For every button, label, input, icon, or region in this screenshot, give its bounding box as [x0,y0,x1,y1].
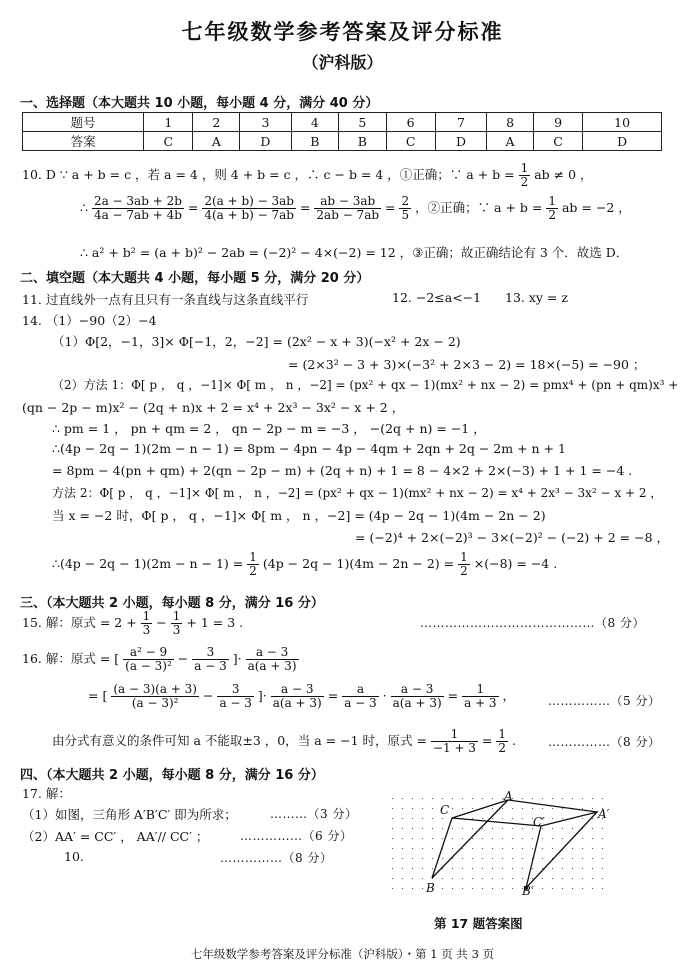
table-cell: A [193,132,240,151]
table-cell: 8 [487,113,534,132]
score-q15: ……………………………………（8 分） [420,616,645,630]
fraction: $\frac{1}{-1 + 3}$ [432,727,476,755]
table-cell: D [240,132,291,151]
table-cell: D [435,132,486,151]
fraction: $\frac{a - 3}{a(a + 3)}$ [247,645,297,673]
table-cell: B [291,132,338,151]
answer-table [22,112,662,151]
section2-heading: 二、填空题（本大题共 4 小题，每小题 5 分，满分 20 分） [20,271,370,286]
label-b: B [426,881,435,895]
section4-heading: 四、（本大题共 2 小题，每小题 8 分，满分 16 分） [20,768,324,783]
q17-part1: （1）如图，三角形 A′B′C′ 即为所求； [22,807,237,822]
grid [392,798,612,896]
fraction: $\frac{1}{2}$ [548,194,556,222]
fraction: $\frac{1}{3}$ [172,609,181,637]
section3-heading: 三、（本大题共 2 小题，每小题 8 分，满分 16 分） [20,596,324,611]
table-cell: 5 [339,113,386,132]
q10-line3: ∴ a² + b² = (a + b)² − 2ab = (−2)² − 4×(−2) = 12 ，③正确；故正确结论有 3 个．故选 D． [80,245,629,260]
table-cell: 4 [291,113,338,132]
q17-part3: 10. [64,849,84,864]
q11-answer: 11. 过直线外一点有且只有一条直线与这条直线平行 [22,292,309,307]
fraction: $\frac{a}{a - 3}$ [344,682,377,710]
table-cell: D [583,132,662,151]
q14-line: 14. （1）−90（2）−4 [22,313,157,328]
fraction: $\frac{1}{3}$ [142,609,151,637]
row-label-a: 答案 [23,132,144,151]
table-cell: C [533,132,582,151]
q17-label: 17. 解： [22,786,71,801]
label-a: A [504,789,513,803]
table-cell: 3 [240,113,291,132]
table-cell: B [339,132,386,151]
page-title: 七年级数学参考答案及评分标准 [181,20,504,44]
q17-part2: （2）AA′ = CC′ ， AA′// CC′ ； [22,829,209,844]
fraction: $\frac{3}{a - 3}$ [194,645,227,673]
fraction: $\frac{(a - 3)(a + 3)}{\text{(a − 3)²}}$ [113,682,197,710]
label-a2: A′ [598,807,610,821]
q10-line2: ∴ $\frac{2a - 3ab + 2b}{4a - 7ab + 4b}$ = $\frac{2(a + b) - 3ab}{4(a + b) - 7ab}$ = $\frac{ab - 3ab}{2ab - 7ab}$ = $\frac{2}{5}$ ，②正确；∵ a + b = $\frac{1}{2}$ ab = −2 ， [80,194,631,222]
fraction: $\frac{1}{2}$ [498,727,507,755]
q14-line: = (2×3² − 3 + 3)×(−3² + 2×3 − 2) = 18×(−5) = −90 ； [288,357,646,372]
fraction: $\frac{ab - 3ab}{2ab - 7ab}$ [316,194,380,222]
fraction: $\frac{1}{2}$ [249,550,257,578]
label-c: C [440,803,450,817]
section1-heading: 一、选择题（本大题共 10 小题，每小题 4 分，满分 40 分） [20,96,379,111]
fraction: $\frac{a - 3}{a(a + 3)}$ [272,682,322,710]
label-c2: C′ [533,815,545,829]
q14-line: ∴ pm = 1 ， pn + qm = 2 ， qn − 2p − m = −3 ， −(2q + n) = −1 ， [52,421,486,436]
q14-line: （1）Φ[2，−1，3]× Φ[−1，2，−2] = (2x² − x + 3)(−x² + 2x − 2) [52,334,461,349]
page-footer: 七年级数学参考答案及评分标准（沪科版）・第 1 页 共 3 页 [190,947,495,961]
label-b2: B′ [522,884,534,898]
fraction: $\frac{3}{a - 3}$ [219,682,252,710]
score-q17-2: ……………（6 分） [240,829,353,843]
q12-answer: 12. −2≤a<−1 [392,290,482,305]
table-cell: C [386,132,435,151]
q14-line: = 8pm − 4(pn + qm) + 2(qn − 2p − m) + (2q + n) + 1 = 8 − 4×2 + 2×(−3) + 1 + 1 = −4 . [52,463,633,478]
figure-caption: 第 17 题答案图 [434,916,523,931]
table-cell: 6 [386,113,435,132]
q14-line: ∴(4p − 2q − 1)(2m − n − 1) = 8pm − 4pn − 4p − 4qm + 2qn + 2q − 2m + n + 1 [52,441,566,456]
table-cell: 1 [144,113,193,132]
score-q16-2: ……………（8 分） [548,735,661,749]
fraction: $\frac{2a - 3ab + 2b}{4a - 7ab + 4b}$ [93,194,182,222]
score-q17-1: ………（3 分） [270,807,358,821]
q15-line: 15. 解：原式 = 2 + $\frac{1}{3}$ − $\frac{1}{3}$ + 1 = 3 . [22,609,244,637]
q16-line3: 由分式有意义的条件可知 a 不能取±3 ，0，当 a = −1 时，原式 = $\frac{1}{-1 + 3}$ = $\frac{1}{2}$ . [52,727,516,755]
table-cell: C [144,132,193,151]
fraction: $\frac{1}{2}$ [520,161,529,189]
fraction: $\frac{a - 3}{a(a + 3)}$ [392,682,442,710]
row-label-q: 题号 [23,113,144,132]
answer-row [23,132,662,151]
fraction: $\frac{1}{2}$ [460,550,468,578]
q13-answer: 13. xy = z [505,290,568,305]
question-number-row [23,113,662,132]
fraction: $\frac{\text{a² − 9}}{\text{(a − 3)²}}$ [125,645,172,673]
q14-line: 当 x = −2 时，Φ[ p ， q ，−1]× Φ[ m ， n ，−2] = (4p − 2q − 1)(4m − 2n − 2) [52,508,546,523]
fraction: $\frac{2(a + b) - 3ab}{4(a + b) - 7ab}$ [204,194,294,222]
table-cell: 2 [193,113,240,132]
score-q17-3: ……………（8 分） [220,851,333,865]
q16-line1: 16. 解：原式 = [ $\frac{\text{a² − 9}}{\text{(a − 3)²}}$ − $\frac{3}{a - 3}$ ]· $\frac{a - 3}{a(a + 3)}$ [22,645,297,673]
q10-text: 10. D ∵ a + b = c ，若 a = 4 ，则 4 + b = c ，∴ c − b = 4 ，①正确；∵ a + b = [22,167,515,182]
fraction: $\frac{2}{5}$ [401,194,410,222]
q14-line: (qn − 2p − m)x² − (2q + n)x + 2 = x⁴ + 2x³ − 3x² − x + 2 ， [22,400,405,415]
table-cell: 9 [533,113,582,132]
q10-text: ab ≠ 0 ， [534,167,593,182]
q14-line: = (−2)⁴ + 2×(−2)³ − 3×(−2)² − (−2) + 2 = −8 ， [355,530,670,545]
fraction: $\frac{1}{a + 3}$ [464,682,497,710]
page-subtitle: （沪科版） [302,53,383,72]
q14-line-final: ∴(4p − 2q − 1)(2m − n − 1) = $\frac{1}{2}$ (4p − 2q − 1)(4m − 2n − 2) = $\frac{1}{2}$ ×(−8) = −4 . [52,550,558,578]
q17-answer-figure [392,789,612,898]
table-cell: 7 [435,113,486,132]
q14-line: （2）方法 1：Φ[ p ， q ，−1]× Φ[ m ， n ，−2] = (px² + qx − 1)(mx² + nx − 2) = pmx⁴ + (pn + qm)x³ + [52,378,679,392]
q16-line2: = [ $\frac{(a - 3)(a + 3)}{\text{(a − 3)²}}$ − $\frac{3}{a - 3}$ ]· $\frac{a - 3}{a(a + 3)}$ = $\frac{a}{a - 3}$ · $\frac{a - 3}{a(a + 3)}$ = $\frac{1}{a + 3}$ ， [88,682,516,710]
table-cell: 10 [583,113,662,132]
q10-line1 [22,162,593,189]
q14-line: 方法 2：Φ[ p ， q ，−1]× Φ[ m ， n ，−2] = (px² + qx − 1)(mx² + nx − 2) = x⁴ + 2x³ − 3x² − x + 2 ， [52,486,663,500]
table-cell: A [487,132,534,151]
score-q16-1: ……………（5 分） [548,694,661,708]
